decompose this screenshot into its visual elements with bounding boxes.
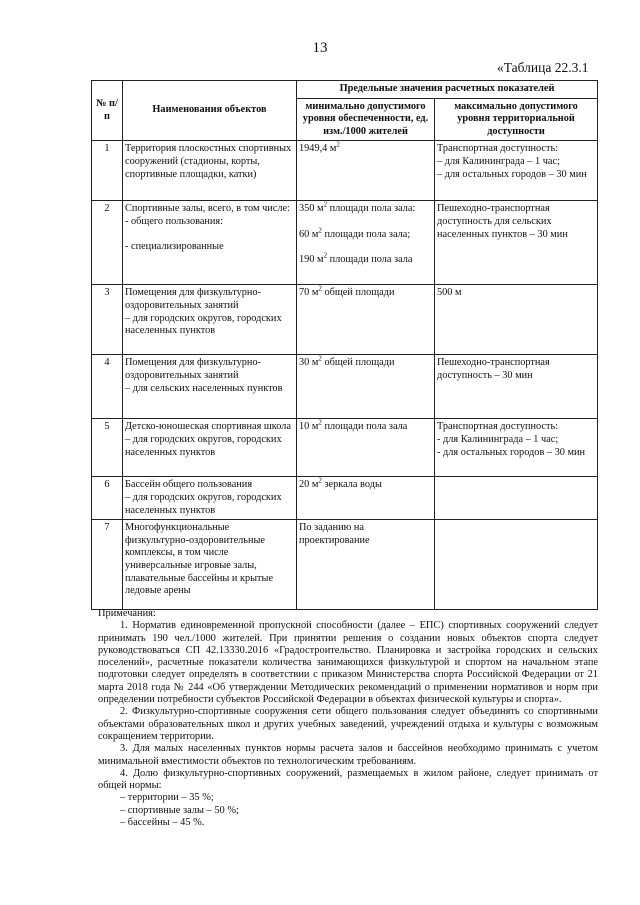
min-value xyxy=(297,419,435,477)
row-number: 1 xyxy=(92,141,123,201)
object-name-line: – для городских округов, городских населенных пунктов xyxy=(125,312,282,337)
object-name-line: – для городских округов, городских населенных пунктов xyxy=(125,433,282,458)
max-value-line: 500 м xyxy=(437,287,462,299)
object-name-line: Бассейн общего пользования xyxy=(125,479,253,491)
min-value xyxy=(297,355,435,419)
min-value-line: 30 $м^2$ общей площади xyxy=(299,354,395,369)
max-value xyxy=(435,355,598,419)
min-value-line: 190 $м^2$ площади пола зала xyxy=(299,251,413,265)
norms-table xyxy=(91,80,598,610)
object-name-line: Спортивные залы, всего, в том числе: xyxy=(125,203,290,215)
note-2: 2. Физкультурно-спортивные сооружения сети общего пользования следует объединять со спортивными объектами образовательных школ и других учебных заведений, учреждений отдыха и культуры с возможным сокращением территории. xyxy=(98,706,598,742)
note-4-item: – территории – 35 %; xyxy=(120,792,214,804)
min-value-line: По заданию на проектирование xyxy=(299,522,370,546)
max-value-line: Транспортная доступность: xyxy=(437,143,559,155)
object-name-line: Многофункциональные физкультурно-оздоровительные комплексы, в том числе универсальные игровые залы, плавательные бассейны и крытые ледовые арены xyxy=(125,522,274,597)
object-name xyxy=(123,477,297,520)
table-row xyxy=(92,141,598,201)
note-3: 3. Для малых населенных пунктов нормы расчета залов и бассейнов необходимо принимать с учетом минимальной вместимости объектов по технологическим требованиям. xyxy=(98,743,598,767)
max-value xyxy=(435,419,598,477)
min-value xyxy=(297,201,435,285)
max-value xyxy=(435,285,598,355)
max-value-line: - для остальных городов – 30 мин xyxy=(437,446,586,458)
note-1: 1. Норматив единовременной пропускной способности (далее – ЕПС) спортивных сооружений следует принимать 190 чел./1000 жителей. При принятии решения о создании новых объектов спорта следует руководствоваться СП 42.13330.2016 «Градостроительство. Планировка и застройка городских и сельских поселений», расчетные показатели количества занимающихся физкультурой и спортом на начальном этапе подготовки следует определять в соответствии с приказом Министерства спорта Российской Федерации от 21 марта 2018 года № 244 «Об утверждении Методических рекомендаций о применении нормативов и норм при определении потребности субъектов Российской Федерации в объектах физической культуры и спорта». xyxy=(98,620,598,706)
min-value-line: 60 $м^2$ площади пола зала; xyxy=(299,226,411,240)
table-row xyxy=(92,419,598,477)
min-value xyxy=(297,477,435,520)
object-name-line: - общего пользования: xyxy=(125,215,224,227)
object-name-line: - специализированные xyxy=(125,241,224,253)
max-value-line: Транспортная доступность: xyxy=(437,421,559,433)
table-label: «Таблица 22.3.1 xyxy=(497,60,589,75)
row-number: 6 xyxy=(92,477,123,520)
note-4-item: – бассейны – 45 %. xyxy=(120,817,205,829)
table-row xyxy=(92,355,598,419)
max-value xyxy=(435,520,598,610)
max-value xyxy=(435,141,598,201)
max-value-line: Пешеходно-транспортная доступность для сельских населенных пунктов – 30 мин xyxy=(437,203,568,240)
header-num: № п/п xyxy=(92,81,123,141)
min-value-line: 1949,4 $м^2$ xyxy=(299,140,340,155)
min-value-line: 20 $м^2$ зеркала воды xyxy=(299,476,382,491)
notes-title: Примечания: xyxy=(98,608,156,619)
object-name-line: Детско-юношеская спортивная школа xyxy=(125,421,292,433)
max-value-line: – для Калининграда – 1 час; xyxy=(437,155,560,167)
max-value-line: – для остальных городов – 30 мин xyxy=(437,168,587,180)
object-name-line: – для городских округов, городских населенных пунктов xyxy=(125,491,282,516)
header-min: минимально допустимого уровня обеспеченности, ед. изм./1000 жителей xyxy=(297,98,435,141)
table-row xyxy=(92,477,598,520)
note-4: 4. Долю физкультурно-спортивных сооружений, размещаемых в жилом районе, следует принимать от общей нормы: xyxy=(98,767,598,792)
note-4-item: – спортивные залы – 50 %; xyxy=(120,804,239,816)
notes-section xyxy=(98,608,598,829)
header-limits: Предельные значения расчетных показателей xyxy=(297,81,598,99)
row-number: 3 xyxy=(92,285,123,355)
object-name xyxy=(123,285,297,355)
max-value-line: - для Калининграда – 1 час; xyxy=(437,433,559,445)
object-name xyxy=(123,201,297,285)
object-name-line: Помещения для физкультурно-оздоровительных занятий xyxy=(125,287,261,311)
header-name: Наименования объектов xyxy=(123,81,297,141)
table-row xyxy=(92,520,598,610)
object-name-line: – для сельских населенных пунктов xyxy=(125,382,283,394)
object-name xyxy=(123,419,297,477)
min-value-line xyxy=(299,241,432,254)
max-value xyxy=(435,477,598,520)
max-value-line xyxy=(437,522,595,535)
row-number: 2 xyxy=(92,201,123,285)
min-value-line: 70 $м^2$ общей площади xyxy=(299,284,395,299)
min-value xyxy=(297,141,435,201)
max-value-line: Пешеходно-транспортная доступность – 30 мин xyxy=(437,357,550,381)
min-value xyxy=(297,520,435,610)
object-name-line xyxy=(125,229,294,242)
page-number: 13 xyxy=(312,40,328,56)
object-name xyxy=(123,520,297,610)
max-value xyxy=(435,201,598,285)
header-max: максимально допустимого уровня территориальной доступности xyxy=(435,98,598,141)
min-value-line: 350 $м^2$ площади пола зала: xyxy=(299,200,416,215)
row-number: 4 xyxy=(92,355,123,419)
max-value-line xyxy=(437,479,595,492)
min-value xyxy=(297,285,435,355)
object-name xyxy=(123,355,297,419)
object-name: Территория плоскостных спортивных сооружений (стадионы, корты, спортивные площадки, катки) xyxy=(123,141,297,201)
min-value-line: 10 $м^2$ площади пола зала xyxy=(299,418,408,433)
object-name-line: Помещения для физкультурно-оздоровительных занятий xyxy=(125,357,261,381)
row-number: 5 xyxy=(92,419,123,477)
row-number: 7 xyxy=(92,520,123,610)
table-row xyxy=(92,285,598,355)
table-row xyxy=(92,201,598,285)
